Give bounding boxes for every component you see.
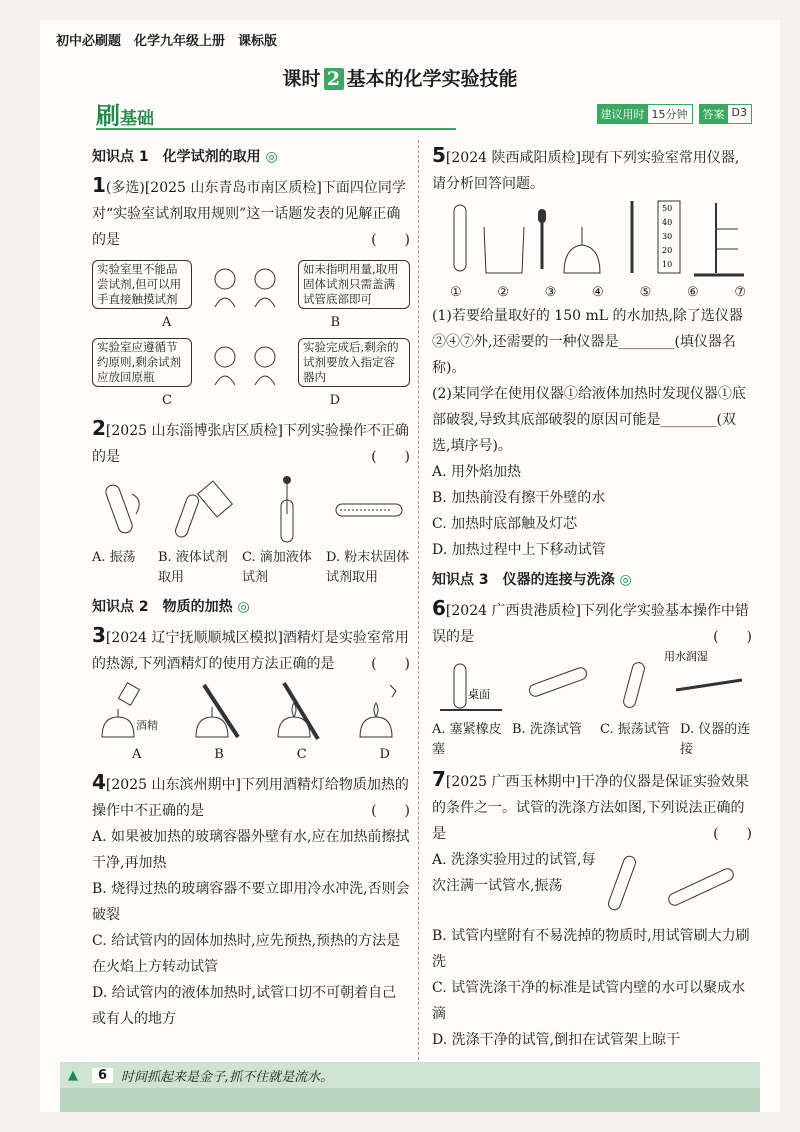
time-tag: 建议用时 15分钟 [597, 104, 693, 124]
left-column [92, 142, 410, 1032]
target-icon: ◎ [619, 572, 632, 588]
students-cd-icon [205, 337, 285, 387]
dropper-icon [251, 474, 321, 544]
page-number: 6 [92, 1068, 113, 1083]
q1-figure-row-2 [92, 337, 410, 387]
section-brand: 刷基础 [96, 102, 154, 130]
bubble-b: 如未指明用量,取用固体试剂只需盖满试管底部即可 [298, 260, 410, 309]
bubble-d: 实验完成后,剩余的试剂要放入指定容器内 [298, 338, 410, 387]
footer-band [60, 1088, 760, 1112]
svg-text:用水润湿: 用水润湿 [664, 650, 708, 663]
alcohol-lamp-icon [268, 681, 328, 741]
knowledge-point-2: 知识点 2 物质的加热 ◎ [92, 599, 250, 615]
q4-option-c: C. 给试管内的固体加热时,应先预热,预热的方法是在火焰上方转动试管 [92, 933, 401, 975]
q6-options: A. 塞紧橡皮塞 B. 洗涤试管 C. 振荡试管 D. 仪器的连接 [432, 722, 751, 757]
shake-tube-icon [92, 474, 162, 544]
pour-liquid-icon [171, 474, 241, 544]
q7-option-d: D. 洗涤干净的试管,倒扣在试管架上晾干 [432, 1032, 681, 1048]
q4-option-d: D. 给试管内的液体加热时,试管口切不可朝着自己或有人的地方 [92, 985, 397, 1027]
q5-part-1: (1)若要给量取好的 150 mL 的水加热,除了选仪器②④⑦外,还需要的一种仪器是________(填仪器名称)。 [432, 308, 743, 376]
tube-shake-icon [607, 855, 637, 912]
brand-underline [96, 128, 456, 130]
alcohol-lamp-icon [350, 681, 410, 741]
page-footer [60, 1062, 760, 1088]
q3-labels: A B C D [132, 747, 390, 762]
lamp-a [92, 681, 164, 741]
footer-logo-icon: ▲ [68, 1067, 78, 1083]
target-icon: ◎ [265, 149, 278, 165]
bubble-c: 实验室应遵循节约原则,剩余试剂应放回原瓶 [92, 338, 192, 387]
q7-option-c: C. 试管洗涤干净的标准是试管内壁的水可以聚成水滴 [432, 980, 746, 1022]
q1-labels-cd: C D [162, 393, 340, 408]
bubble-a: 实验室里不能品尝试剂,但可以用手直接触摸试剂 [92, 260, 192, 309]
question-1: 1(多选)[2025 山东青岛市南区质检]下面四位同学对“实验室试剂取用规则”这一话题发表的见解正确的是 ( ) [92, 173, 410, 248]
book-header: 初中必刷题 化学九年级上册 课标版 [56, 34, 278, 49]
q5-option-a: A. 用外焰加热 [432, 464, 522, 480]
beaker-icon [484, 227, 524, 273]
q5-option-c: C. 加热时底部触及灯芯 [432, 516, 578, 532]
footer-motto: 时间抓起来是金子,抓不住就是流水。 [121, 1069, 334, 1085]
alcohol-lamp-icon [92, 681, 164, 741]
question-2: 2[2025 山东淄博张店区质检]下列实验操作不正确的是 ( ) [92, 416, 410, 465]
students-ab-icon [205, 259, 285, 309]
q5-part-2: (2)某同学在使用仪器①给液体加热时发现仪器①底部破裂,导致其底部破裂的原因可能是________(双选,填序号)。 [432, 386, 746, 454]
connect-icon [676, 680, 742, 690]
q7-figures [602, 847, 748, 923]
q4-option-a: A. 如果被加热的玻璃容器外壁有水,应在加热前擦拭干净,再加热 [92, 829, 410, 871]
column-divider [418, 140, 419, 1060]
q7-option-a: A. 洗涤实验用过的试管,每次注满一试管水,振荡 [432, 852, 596, 894]
svg-text:30: 30 [662, 232, 673, 241]
q1-figure-row-1 [92, 259, 410, 309]
lesson-number: 2 [324, 68, 344, 90]
shake-tube-icon [622, 661, 645, 709]
brush-head [538, 209, 546, 223]
question-5: 5[2024 陕西咸阳质检]现有下列实验室常用仪器,请分析回答问题。 [432, 143, 740, 192]
test-tube-icon [454, 205, 466, 271]
q1-labels-ab: A B [162, 315, 340, 330]
svg-text:酒精: 酒精 [136, 719, 158, 732]
meta-tags [597, 104, 752, 124]
target-icon: ◎ [237, 599, 250, 615]
svg-text:20: 20 [662, 246, 673, 255]
svg-text:50: 50 [662, 204, 673, 213]
knowledge-point-3: 知识点 3 仪器的连接与洗涤 ◎ [432, 572, 632, 588]
q5-option-b: B. 加热前没有擦干外壁的水 [432, 490, 606, 506]
tube-brush-icon [667, 867, 736, 907]
question-4: 4[2025 山东滨州期中]下列用酒精灯给物质加热的操作中不正确的是 ( ) [92, 770, 410, 819]
q6-figures [432, 650, 752, 720]
q7-option-b: B. 试管内壁附有不易洗掉的物质时,用试管刷大力刷洗 [432, 928, 750, 970]
q5-labels: ① ② ③ ④ ⑤ ⑥ ⑦ [450, 285, 746, 300]
lesson-title: 课时 2 基本的化学实验技能 [282, 68, 518, 90]
question-6: 6[2024 广西贵港质检]下列化学实验基本操作中错误的是 ( ) [432, 596, 752, 645]
q5-instruments [432, 197, 752, 283]
powder-icon [330, 474, 410, 544]
stopper-tube-icon [454, 664, 466, 708]
q2-options: A. 振荡 B. 液体试剂取用 C. 滴加液体试剂 D. 粉末状固体试剂取用 [92, 550, 410, 585]
knowledge-point-1: 知识点 1 化学试剂的取用 ◎ [92, 149, 278, 165]
answer-tag: 答案 D3 [699, 104, 752, 124]
alcohol-lamp-icon [186, 681, 246, 741]
q5-option-d: D. 加热过程中上下移动试管 [432, 542, 606, 558]
question-7: 7[2025 广西玉林期中]干净的仪器是保证实验效果的条件之一。试管的洗涤方法如图,下列说法正确的是 ( ) [432, 767, 752, 842]
lamp-icon [564, 245, 600, 273]
svg-text:桌面: 桌面 [468, 688, 490, 701]
svg-text:40: 40 [662, 218, 673, 227]
question-3: 3[2024 辽宁抚顺顺城区模拟]酒精灯是实验室常用的热源,下列酒精灯的使用方法正确的是 ( ) [92, 623, 410, 672]
svg-text:10: 10 [662, 260, 673, 269]
right-column [432, 142, 752, 1053]
q4-option-b: B. 烧得过热的玻璃容器不要立即用冷水冲洗,否则会破裂 [92, 881, 410, 923]
q7-option-a-row [432, 847, 752, 923]
q3-figures [92, 681, 410, 741]
q2-figures [92, 474, 410, 544]
wash-tube-icon [528, 666, 588, 698]
